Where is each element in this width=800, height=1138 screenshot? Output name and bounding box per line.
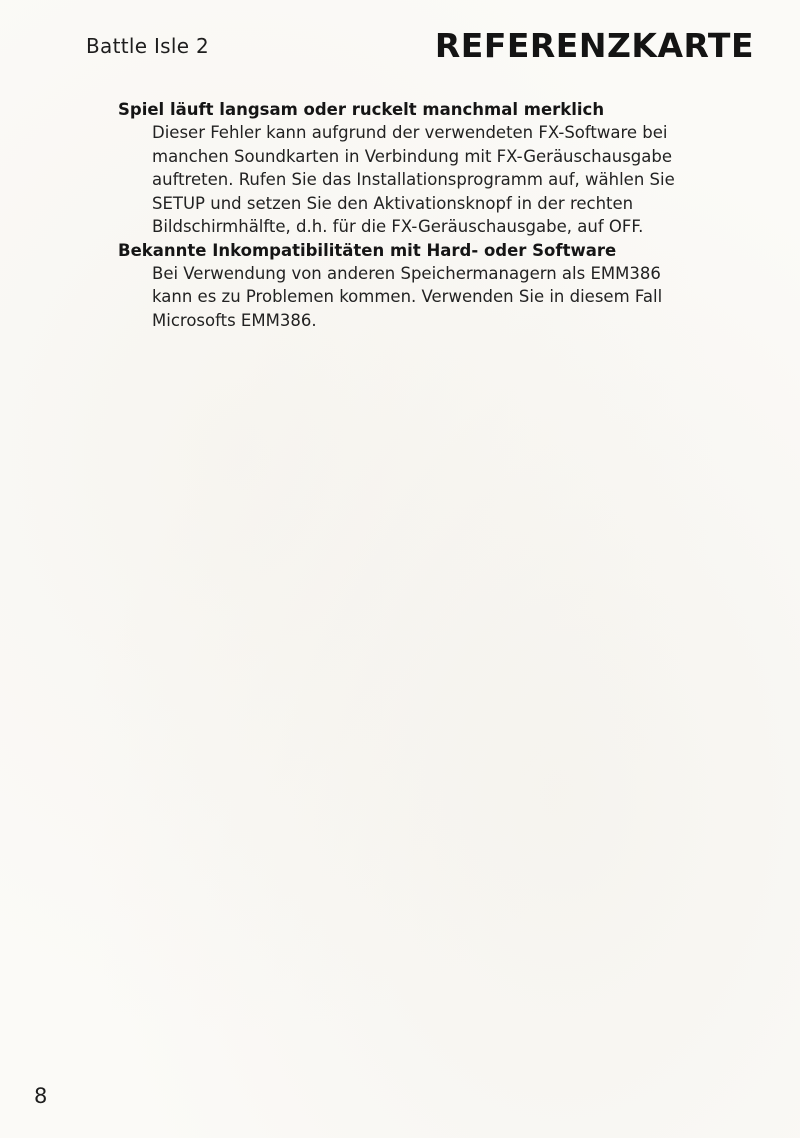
entry-title: Bekannte Inkompatibilitäten mit Hard- oder Software [118,240,617,260]
body-line: Bei Verwendung von anderen Speichermanagern als EMM386 [152,263,661,283]
body-line: kann es zu Problemen kommen. Verwenden Sie in diesem Fall [152,287,663,306]
body-line: manchen Soundkarten in Verbindung mit FX-Geräuschausgabe [152,146,673,166]
running-head: Battle Isle 2 [86,34,210,58]
entry-incompatibilities [118,239,758,333]
entry-title: Spiel läuft langsam oder ruckelt manchmal merklich [118,100,605,119]
entry-body [152,121,758,239]
page-title: REFERENZKARTE [434,26,754,65]
body-line: Dieser Fehler kann aufgrund der verwendeten FX-Software bei [152,123,668,142]
page-number: 8 [34,1084,48,1108]
body-line: Bildschirmhälfte, d.h. für die FX-Geräuschausgabe, auf OFF. [152,217,644,236]
body-line: Microsofts EMM386. [152,310,317,330]
body-line: auftreten. Rufen Sie das Installationsprogramm auf, wählen Sie [152,170,675,189]
body-line: SETUP und setzen Sie den Aktivationsknopf in der rechten [152,193,634,213]
troubleshooting-section [118,98,758,332]
entry-body [152,262,758,333]
entry-slow-game [118,98,758,239]
